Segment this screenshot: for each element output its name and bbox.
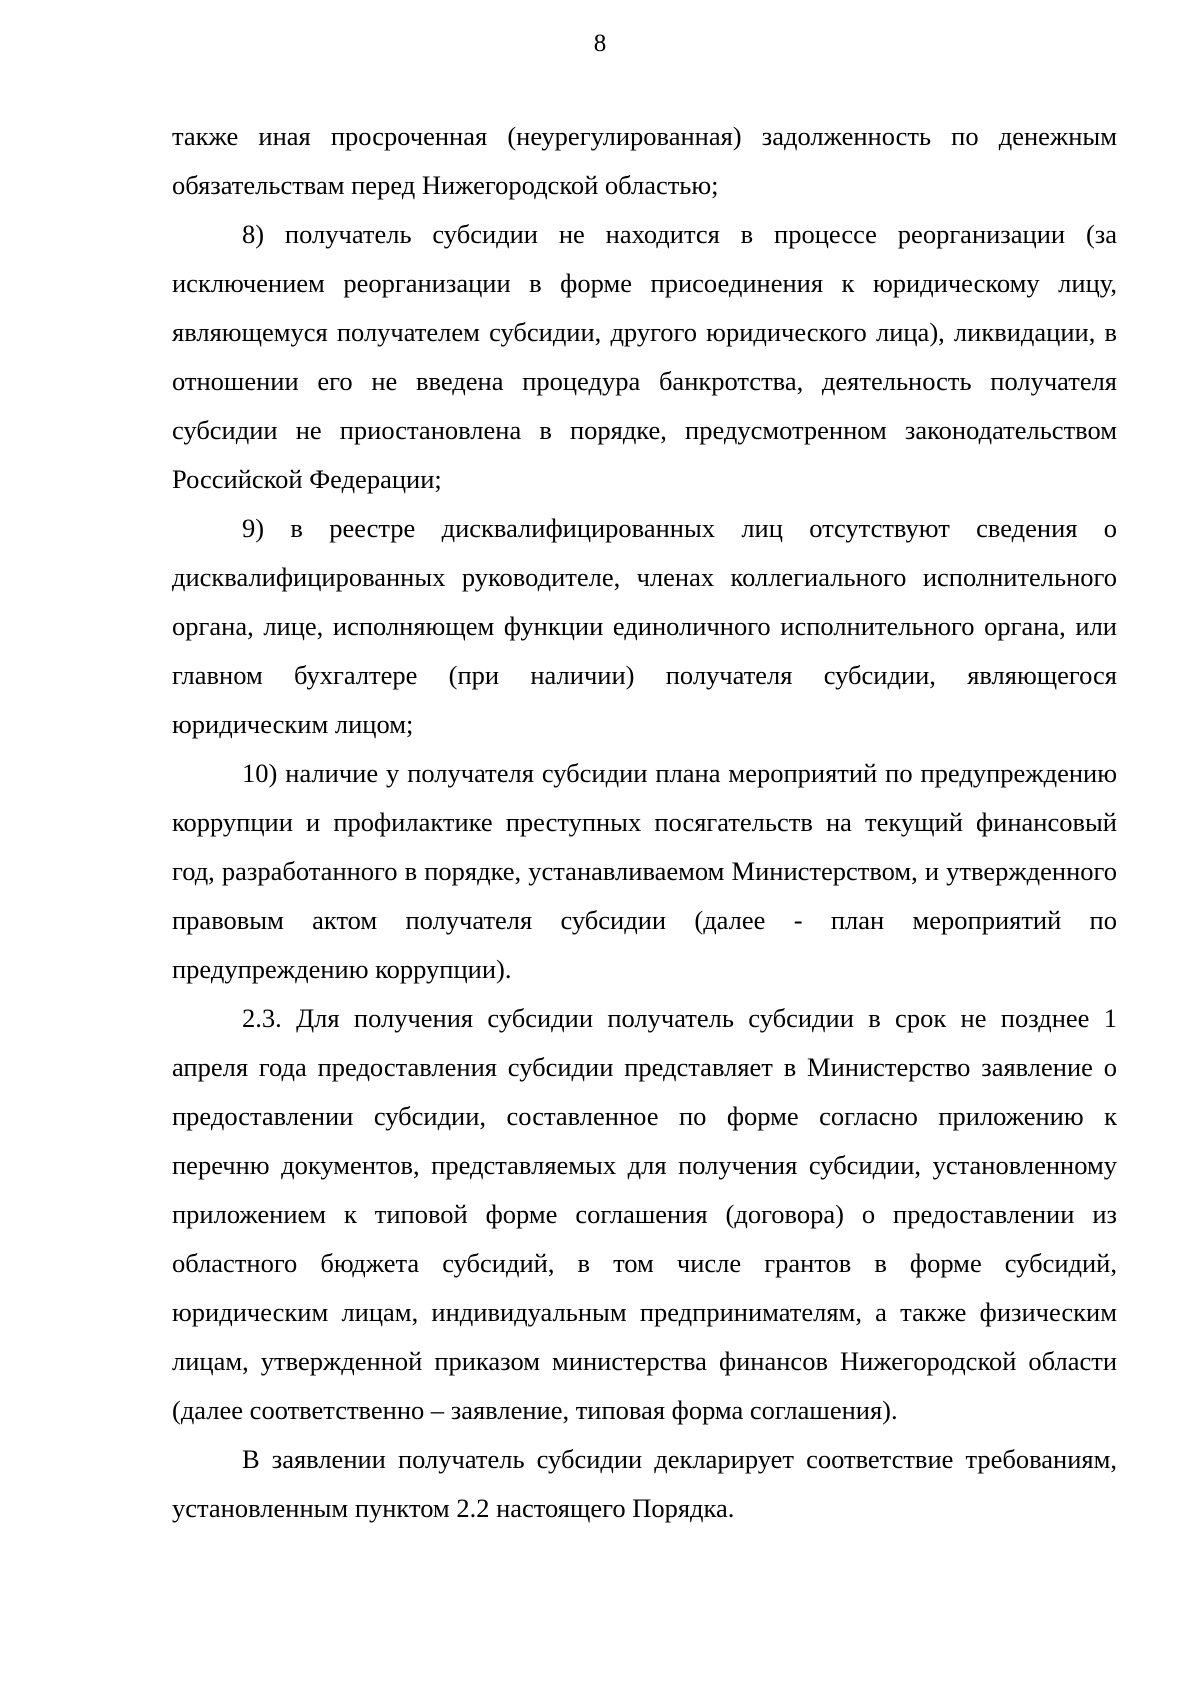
paragraph-item-9: 9) в реестре дисквалифицированных лиц отсутствуют сведения о дисквалифицированных руководителе, членах коллегиального исполнительного органа, лице, исполняющем функции единоличного исполнительного органа, или главном бухгалтере (при наличии) получателя субсидии, являющегося юридическим лицом; bbox=[172, 513, 1117, 739]
paragraph-item-10: 10) наличие у получателя субсидии плана мероприятий по предупреждению коррупции и профилактике преступных посягательств на текущий финансовый год, разработанного в порядке, устанавливаемом Министерством, и утвержденного правовым актом получателя субсидии (далее - план мероприятий по предупреждению коррупции). bbox=[172, 758, 1117, 984]
paragraph-declaration: В заявлении получатель субсидии декларирует соответствие требованиям, установленным пунктом 2.2 настоящего Порядка. bbox=[172, 1444, 1117, 1523]
paragraph-section-2-3: 2.3. Для получения субсидии получатель субсидии в срок не позднее 1 апреля года предоставления субсидии представляет в Министерство заявление о предоставлении субсидии, составленное по форме согласно приложению к перечню документов, представляемых для получения субсидии, установленному приложением к типовой форме соглашения (договора) о предоставлении из областного бюджета субсидий, в том числе грантов в форме субсидий, юридическим лицам, индивидуальным предпринимателям, а также физическим лицам, утвержденной приказом министерства финансов Нижегородской области (далее соответственно – заявление, типовая форма соглашения). bbox=[172, 1003, 1117, 1425]
paragraph-item-8: 8) получатель субсидии не находится в процессе реорганизации (за исключением реорганизации в форме присоединения к юридическому лицу, являющемуся получателем субсидии, другого юридического лица), ликвидации, в отношении его не введена процедура банкротства, деятельность получателя субсидии не приостановлена в порядке, предусмотренном законодательством Российской Федерации; bbox=[172, 219, 1117, 494]
document-body bbox=[172, 112, 1117, 1533]
page-number: 8 bbox=[593, 30, 607, 57]
paragraph-continuation: также иная просроченная (неурегулированная) задолженность по денежным обязательствам перед Нижегородской областью; bbox=[172, 121, 1117, 200]
